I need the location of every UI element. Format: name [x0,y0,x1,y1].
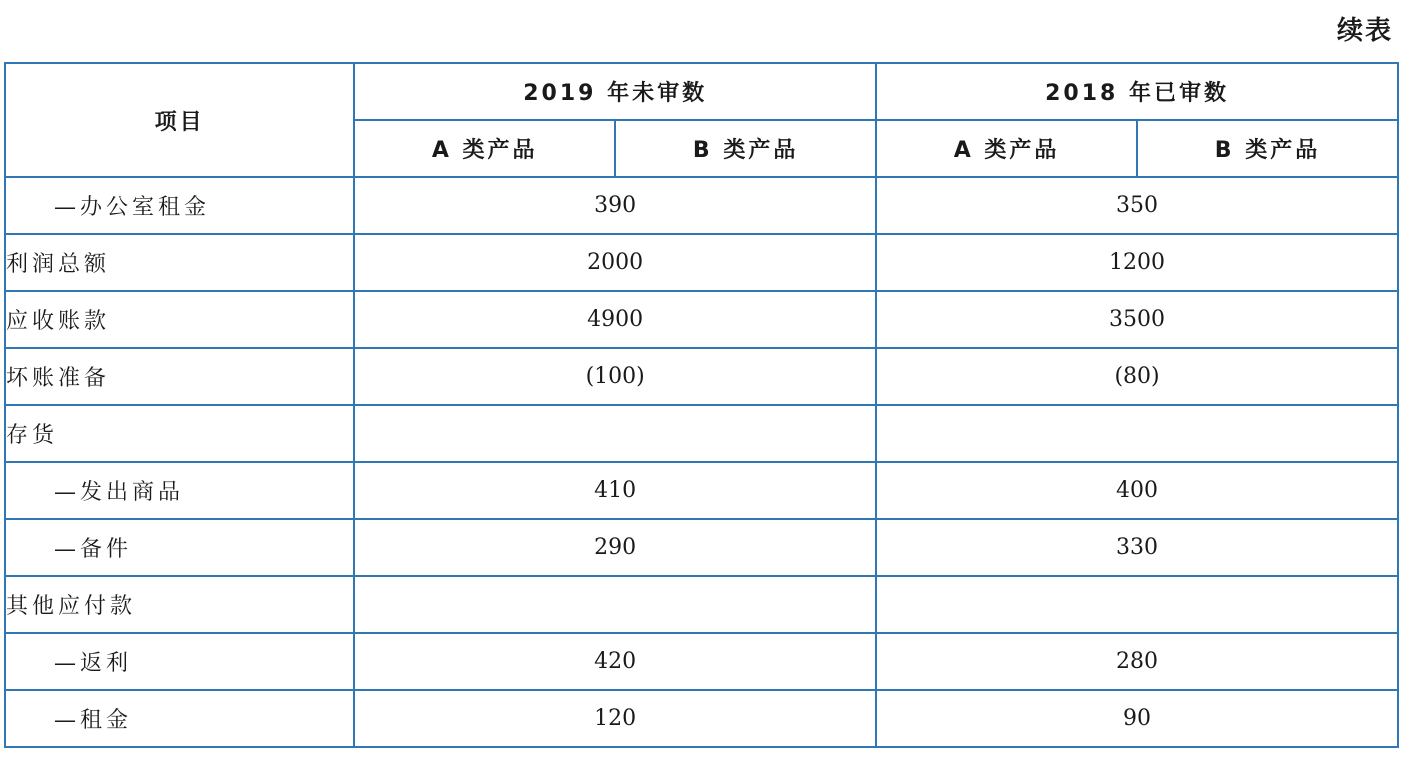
value-2019: 120 [354,690,876,747]
audit-data-table [4,62,1399,748]
row-label: —租金 [5,690,354,747]
value-2019: (100) [354,348,876,405]
table-row [5,519,1398,576]
row-label: 存货 [5,405,354,462]
header-2019-unaudited: 2019 年未审数 [354,63,876,120]
row-label: 应收账款 [5,291,354,348]
row-label: —发出商品 [5,462,354,519]
value-2019: 420 [354,633,876,690]
table-row [5,462,1398,519]
value-2018: 280 [876,633,1398,690]
value-2018: 330 [876,519,1398,576]
value-2018: 3500 [876,291,1398,348]
header-row-groups [5,63,1398,120]
value-2019: 390 [354,177,876,234]
value-2019: 4900 [354,291,876,348]
value-2018: 400 [876,462,1398,519]
value-2019: 2000 [354,234,876,291]
header-2019-product-a: A 类产品 [354,120,615,177]
value-2018: 90 [876,690,1398,747]
value-2019: 290 [354,519,876,576]
value-2018: 1200 [876,234,1398,291]
table-row [5,405,1398,462]
value-2019 [354,576,876,633]
value-2018 [876,405,1398,462]
table-row [5,633,1398,690]
value-2018: (80) [876,348,1398,405]
header-2018-product-a: A 类产品 [876,120,1137,177]
row-label: 坏账准备 [5,348,354,405]
table-row [5,291,1398,348]
row-label: —办公室租金 [5,177,354,234]
header-2018-product-b: B 类产品 [1137,120,1398,177]
row-label: —返利 [5,633,354,690]
header-2019-product-b: B 类产品 [615,120,876,177]
row-label: 其他应付款 [5,576,354,633]
value-2019 [354,405,876,462]
table-row [5,576,1398,633]
value-2018: 350 [876,177,1398,234]
row-label: —备件 [5,519,354,576]
value-2019: 410 [354,462,876,519]
table-row [5,348,1398,405]
table-row [5,690,1398,747]
header-item: 项目 [5,63,354,177]
continued-table-label: 续表 [1336,16,1393,46]
row-label: 利润总额 [5,234,354,291]
value-2018 [876,576,1398,633]
header-2018-audited: 2018 年已审数 [876,63,1398,120]
table-row [5,234,1398,291]
table-row [5,177,1398,234]
